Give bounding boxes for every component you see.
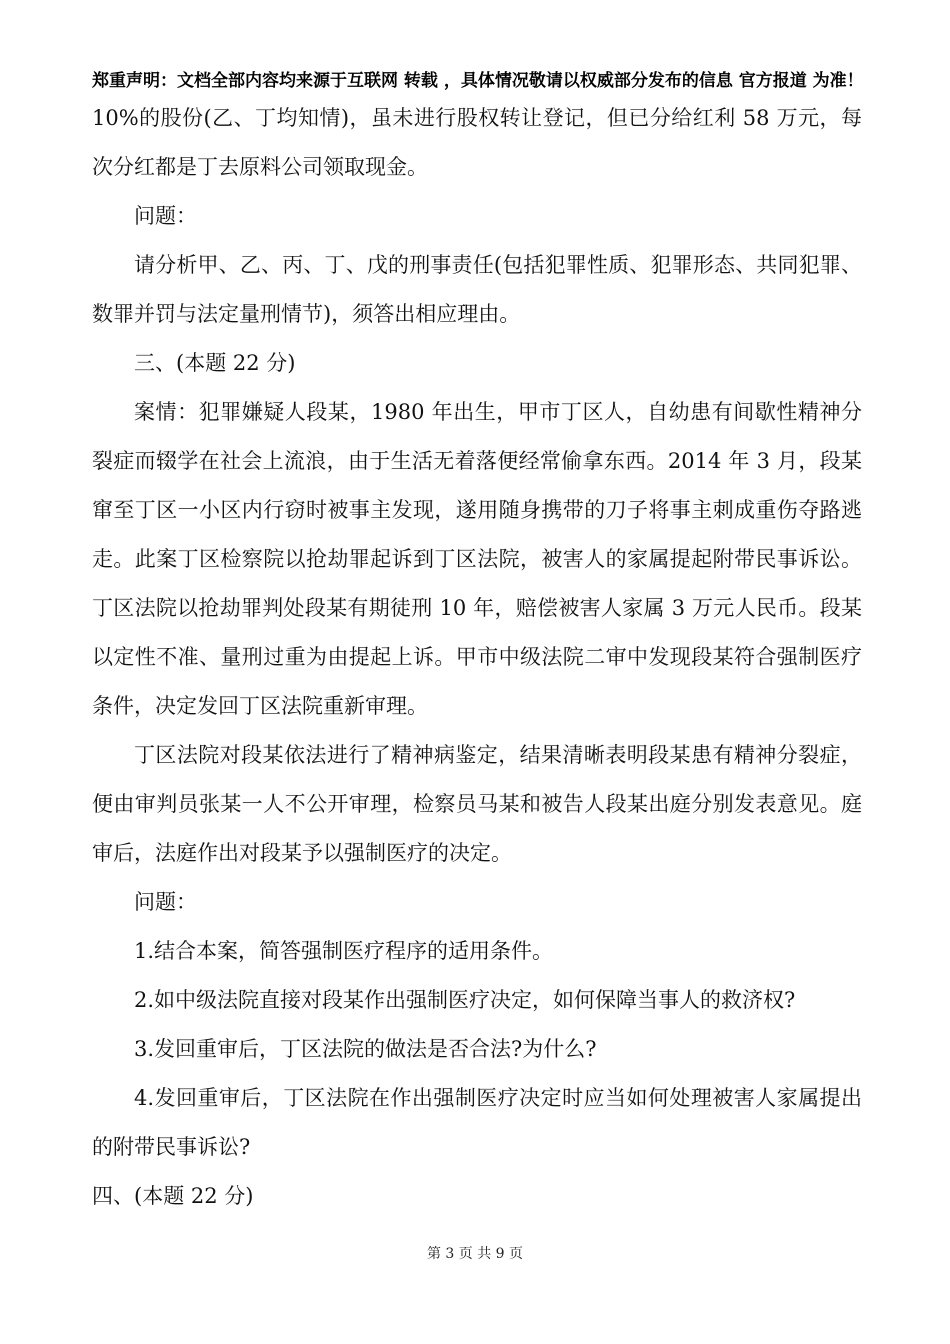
case-facts-paragraph: 丁区法院对段某依法进行了精神病鉴定，结果清晰表明段某患有精神分裂症，便由审判员张某一人不公开审理，检察员马某和被告人段某出庭分别发表意见。庭审后，法庭作出对段某予以强制医疗的决定。	[92, 743, 862, 865]
question-text: 请分析甲、乙、丙、丁、戊的刑事责任(包括犯罪性质、犯罪形态、共同犯罪、数罪并罚与法定量刑情节)，须答出相应理由。	[92, 253, 862, 326]
paragraph-continuation: 10%的股份(乙、丁均知情)，虽未进行股权转让登记，但已分给红利 58 万元，每次分红都是丁去原料公司领取现金。	[92, 106, 862, 179]
question-item: 3.发回重审后，丁区法院的做法是否合法?为什么?	[134, 1037, 597, 1061]
page-number-footer: 第 3 页 共 9 页	[426, 1246, 524, 1262]
section-heading: 三、(本题 22 分)	[134, 351, 296, 375]
document-body	[92, 94, 862, 1221]
disclaimer-header: 郑重声明：文档全部内容均来源于互联网 转载 ，具体情况敬请以权威部分发布的信息 官方报道 为准！	[92, 71, 864, 91]
question-heading: 问题：	[134, 890, 197, 914]
case-facts-paragraph: 案情：犯罪嫌疑人段某，1980 年出生，甲市丁区人，自幼患有间歇性精神分裂症而辍学在社会上流浪，由于生活无着落便经常偷拿东西。2014 年 3 月，段某窜至丁区一小区内行窃时被事主发现，遂用随身携带的刀子将事主刺成重伤夺路逃走。此案丁区检察院以抢劫罪起诉到丁区法院，被害人的家属提起附带民事诉讼。丁区法院以抢劫罪判处段某有期徒刑 10 年，赔偿被害人家属 3 万元人民币。段某以定性不准、量刑过重为由提起上诉。甲市中级法院二审中发现段某符合强制医疗条件，决定发回丁区法院重新审理。	[92, 400, 862, 718]
question-item: 1.结合本案，简答强制医疗程序的适用条件。	[134, 939, 554, 963]
question-item: 4.发回重审后，丁区法院在作出强制医疗决定时应当如何处理被害人家属提出的附带民事诉讼?	[92, 1086, 862, 1159]
question-item: 2.如中级法院直接对段某作出强制医疗决定，如何保障当事人的救济权?	[134, 988, 796, 1012]
question-heading: 问题：	[134, 204, 197, 228]
section-heading: 四、(本题 22 分)	[92, 1184, 254, 1208]
